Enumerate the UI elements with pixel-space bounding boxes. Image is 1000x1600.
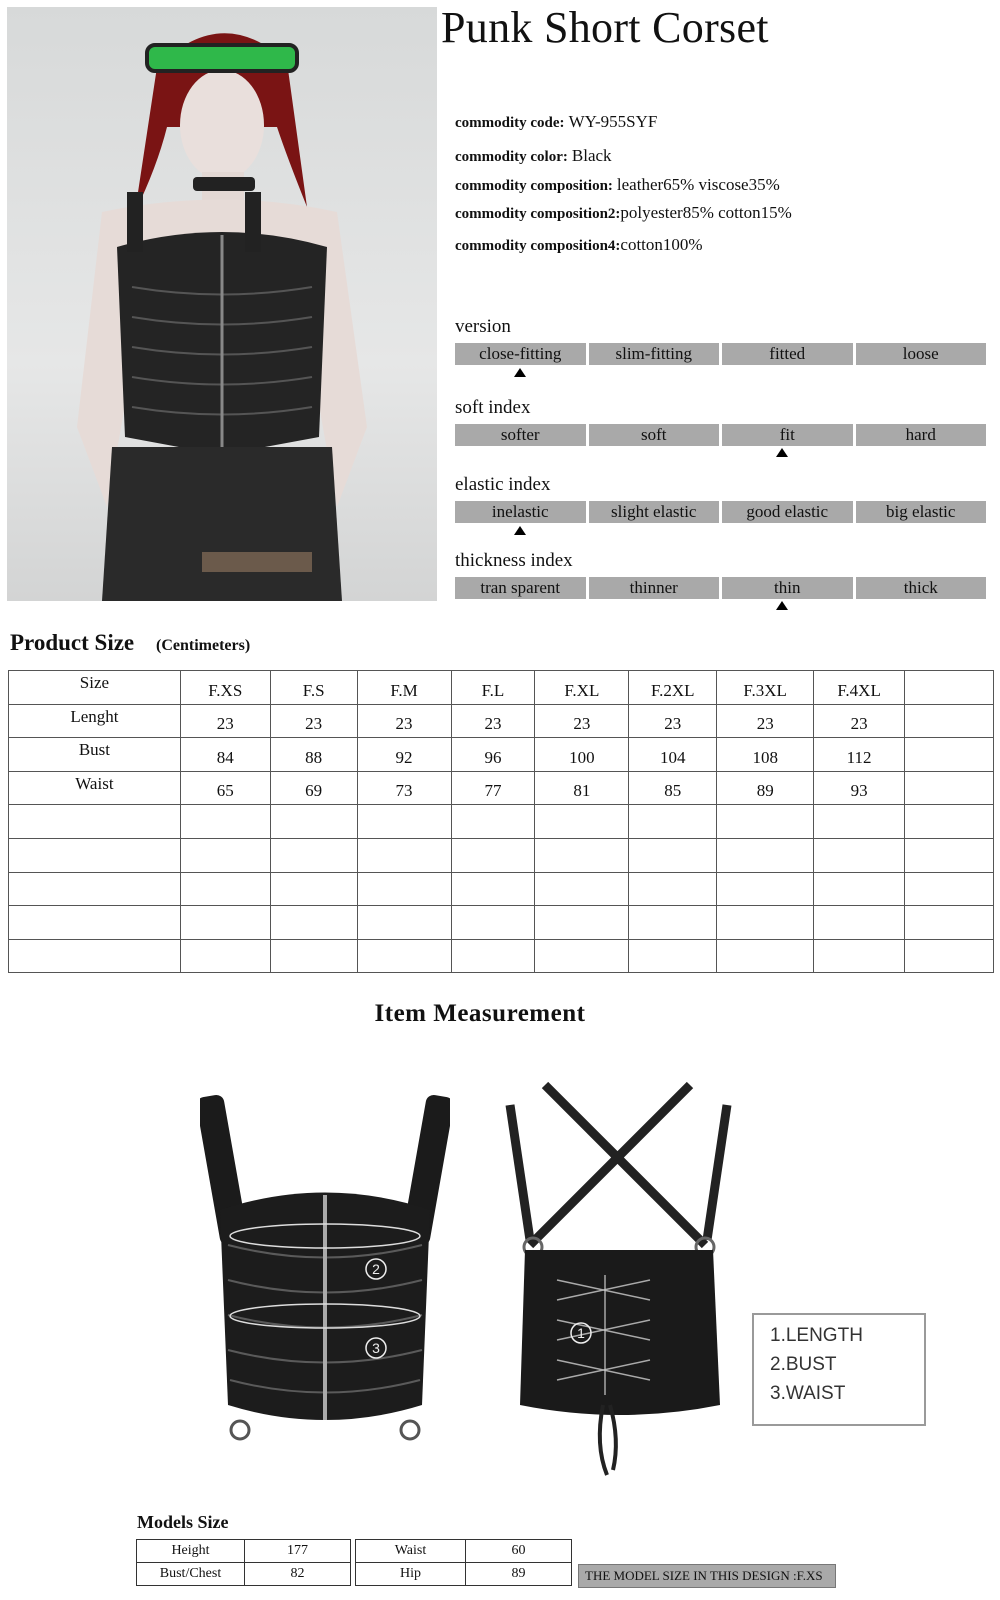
size-table-header-row — [9, 671, 994, 705]
table-cell — [357, 906, 451, 940]
model-size-note: THE MODEL SIZE IN THIS DESIGN :F.XS — [578, 1564, 836, 1588]
table-cell: 177 — [245, 1540, 351, 1563]
table-row — [9, 771, 994, 805]
soft-index-selected-marker-icon — [776, 448, 788, 457]
size-table-header-cell: F.L — [451, 671, 535, 705]
table-cell — [629, 906, 717, 940]
thickness-index-option: thin — [722, 577, 853, 599]
table-cell — [270, 872, 357, 906]
table-row — [356, 1563, 572, 1586]
table-cell — [180, 939, 270, 973]
elastic-index-option: big elastic — [856, 501, 987, 523]
table-cell: 23 — [357, 704, 451, 738]
table-cell: 60 — [466, 1540, 572, 1563]
table-row — [356, 1540, 572, 1563]
models-table-right — [355, 1539, 572, 1586]
table-row — [9, 738, 994, 772]
table-cell: 82 — [245, 1563, 351, 1586]
table-row — [9, 805, 994, 839]
table-row — [137, 1563, 351, 1586]
spec-composition4: commodity composition4:cotton100% — [455, 235, 703, 254]
table-cell — [535, 805, 629, 839]
thickness-index-option: thinner — [589, 577, 720, 599]
front-view-image — [200, 1075, 450, 1475]
table-cell — [270, 805, 357, 839]
table-cell: 23 — [717, 704, 814, 738]
table-cell — [357, 805, 451, 839]
soft-index-option: hard — [856, 424, 987, 446]
legend-length: 1.LENGTH — [770, 1325, 863, 1346]
table-cell: 23 — [535, 704, 629, 738]
table-cell: 84 — [180, 738, 270, 772]
table-cell — [717, 906, 814, 940]
table-cell: 112 — [814, 738, 905, 772]
table-cell — [451, 872, 535, 906]
table-cell — [717, 939, 814, 973]
table-cell — [357, 939, 451, 973]
table-cell — [451, 838, 535, 872]
table-cell — [270, 906, 357, 940]
size-table-header-cell: Size — [9, 671, 181, 705]
soft-index-label: soft index — [455, 397, 531, 418]
thickness-index-label: thickness index — [455, 550, 573, 571]
soft-index-option: softer — [455, 424, 586, 446]
table-cell — [535, 939, 629, 973]
thickness-index-option: thick — [856, 577, 987, 599]
thickness-index-bar — [455, 577, 986, 599]
table-cell: 104 — [629, 738, 717, 772]
legend-bust: 2.BUST — [770, 1354, 837, 1375]
table-cell: 89 — [717, 771, 814, 805]
table-cell — [814, 838, 905, 872]
table-cell — [717, 805, 814, 839]
models-table-left — [136, 1539, 351, 1586]
table-cell — [9, 906, 181, 940]
table-cell — [9, 939, 181, 973]
table-cell — [535, 838, 629, 872]
table-cell: 93 — [814, 771, 905, 805]
table-cell — [905, 906, 994, 940]
table-cell: 100 — [535, 738, 629, 772]
table-cell — [180, 838, 270, 872]
table-cell — [629, 805, 717, 839]
table-cell: 92 — [357, 738, 451, 772]
table-cell: 85 — [629, 771, 717, 805]
table-cell: 23 — [814, 704, 905, 738]
table-cell — [814, 906, 905, 940]
models-size-title: Models Size — [137, 1512, 229, 1532]
legend-waist: 3.WAIST — [770, 1383, 846, 1404]
back-view-image — [495, 1075, 745, 1505]
elastic-index-option: inelastic — [455, 501, 586, 523]
elastic-index-bar — [455, 501, 986, 523]
bust-marker: 2 — [372, 1261, 380, 1277]
table-cell: Bust/Chest — [137, 1563, 245, 1586]
table-cell — [270, 838, 357, 872]
thickness-index-option: tran sparent — [455, 577, 586, 599]
table-cell — [9, 805, 181, 839]
table-cell: Height — [137, 1540, 245, 1563]
soft-index-option: soft — [589, 424, 720, 446]
table-cell — [814, 872, 905, 906]
table-cell: 23 — [451, 704, 535, 738]
size-table-header-cell: F.3XL — [717, 671, 814, 705]
table-cell: 65 — [180, 771, 270, 805]
table-cell: Hip — [356, 1563, 466, 1586]
table-cell: 89 — [466, 1563, 572, 1586]
elastic-index-option: good elastic — [722, 501, 853, 523]
size-table — [8, 670, 994, 973]
table-cell — [905, 805, 994, 839]
length-marker: 1 — [577, 1325, 585, 1341]
table-cell — [357, 838, 451, 872]
table-cell — [629, 838, 717, 872]
version-option: loose — [856, 343, 987, 365]
table-cell: 108 — [717, 738, 814, 772]
table-cell — [905, 738, 994, 772]
table-cell — [905, 838, 994, 872]
table-row — [137, 1540, 351, 1563]
spec-color: commodity color: Black — [455, 146, 612, 165]
spec-composition: commodity composition: leather65% viscose35% — [455, 175, 780, 194]
table-cell — [357, 872, 451, 906]
table-cell — [451, 906, 535, 940]
table-cell — [451, 805, 535, 839]
table-cell — [629, 939, 717, 973]
measurement-legend — [752, 1313, 926, 1426]
size-table-header-cell: F.S — [270, 671, 357, 705]
table-cell — [905, 872, 994, 906]
table-cell: 23 — [270, 704, 357, 738]
table-cell: 69 — [270, 771, 357, 805]
waist-marker: 3 — [372, 1340, 380, 1356]
product-title: Punk Short Corset — [441, 3, 769, 52]
table-cell — [180, 872, 270, 906]
table-cell: 77 — [451, 771, 535, 805]
table-cell — [905, 771, 994, 805]
size-table-header-cell: F.4XL — [814, 671, 905, 705]
table-cell: 23 — [629, 704, 717, 738]
size-table-header-cell: F.2XL — [629, 671, 717, 705]
size-table-unit: (Centimeters) — [156, 637, 251, 654]
soft-index-option: fit — [722, 424, 853, 446]
size-table-header-cell: F.XL — [535, 671, 629, 705]
table-cell — [814, 805, 905, 839]
size-table-title: Product Size — [10, 630, 135, 655]
version-option: fitted — [722, 343, 853, 365]
elastic-index-label: elastic index — [455, 474, 551, 495]
table-cell — [9, 872, 181, 906]
version-selected-marker-icon — [514, 368, 526, 377]
spec-composition2: commodity composition2:polyester85% cotton15% — [455, 203, 792, 222]
table-cell — [451, 939, 535, 973]
table-row — [9, 704, 994, 738]
table-cell: 88 — [270, 738, 357, 772]
table-cell: 81 — [535, 771, 629, 805]
table-cell — [814, 939, 905, 973]
version-bar — [455, 343, 986, 365]
measurement-title: Item Measurement — [374, 1000, 586, 1027]
table-cell: Lenght — [9, 704, 181, 738]
table-cell — [180, 805, 270, 839]
version-option: slim-fitting — [589, 343, 720, 365]
table-cell — [180, 906, 270, 940]
elastic-index-option: slight elastic — [589, 501, 720, 523]
table-cell — [905, 939, 994, 973]
spec-code: commodity code: WY-955SYF — [455, 112, 658, 131]
size-table-header-cell: F.M — [357, 671, 451, 705]
elastic-index-selected-marker-icon — [514, 526, 526, 535]
table-row — [9, 838, 994, 872]
table-cell — [535, 872, 629, 906]
table-cell — [629, 872, 717, 906]
table-row — [9, 872, 994, 906]
table-cell: 23 — [180, 704, 270, 738]
soft-index-bar — [455, 424, 986, 446]
table-cell — [535, 906, 629, 940]
table-cell: Waist — [9, 771, 181, 805]
table-cell: 73 — [357, 771, 451, 805]
table-cell — [9, 838, 181, 872]
model-photo — [7, 7, 437, 601]
table-cell: Bust — [9, 738, 181, 772]
table-cell — [717, 872, 814, 906]
table-cell: Waist — [356, 1540, 466, 1563]
table-cell — [270, 939, 357, 973]
table-cell: 96 — [451, 738, 535, 772]
version-label: version — [455, 316, 511, 337]
table-cell — [717, 838, 814, 872]
table-row — [9, 906, 994, 940]
table-row — [9, 939, 994, 973]
thickness-index-selected-marker-icon — [776, 601, 788, 610]
size-table-header-cell — [905, 671, 994, 705]
size-table-header-cell: F.XS — [180, 671, 270, 705]
table-cell — [905, 704, 994, 738]
version-option: close-fitting — [455, 343, 586, 365]
